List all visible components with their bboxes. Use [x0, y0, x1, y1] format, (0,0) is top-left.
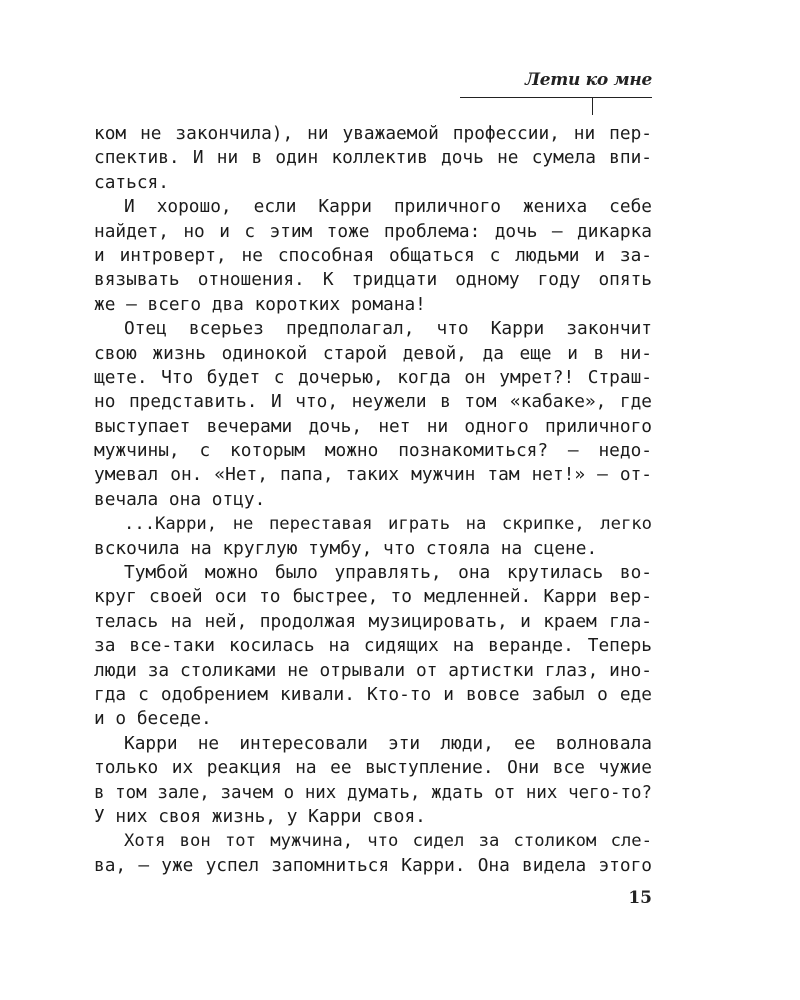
page-number: 15	[628, 888, 652, 908]
text-line: мужчины, с которым можно познакомиться? — недо-	[94, 440, 652, 462]
paragraph	[94, 829, 652, 878]
text-line: вечала она отцу.	[94, 488, 266, 510]
text-line: телась на ней, продолжая музицировать, и краем гла-	[94, 610, 652, 632]
header-rule	[460, 97, 652, 98]
text-line: только их реакция на ее выступление. Они все чужие	[94, 757, 652, 779]
text-line: ва, — уже успел запомниться Карри. Она видела этого	[94, 854, 652, 876]
text-line: вскочила на круглую тумбу, что стояла на сцене.	[94, 537, 598, 559]
text-line: Хотя вон тот мужчина, что сидел за столиком сле-	[124, 831, 652, 852]
text-line: саться.	[94, 171, 169, 193]
body-text	[94, 122, 652, 878]
text-line: ком не закончила), ни уважаемой профессии, ни пер-	[94, 123, 652, 144]
text-line: гда с одобрением кивали. Кто-то и вовсе забыл о еде	[94, 683, 652, 705]
paragraph	[94, 195, 652, 317]
text-line: но представить. И что, неужели в том «кабаке», где	[94, 391, 652, 413]
text-line: Отец всерьез предполагал, что Карри закончит	[124, 318, 652, 340]
text-line: круг своей оси то быстрее, то медленней. Карри вер-	[94, 586, 652, 608]
text-line: выступает вечерами дочь, нет ни одного приличного	[94, 415, 652, 437]
paragraph	[94, 317, 652, 512]
text-line: ...Карри, не переставая играть на скрипке, легко	[124, 514, 652, 535]
paragraph	[94, 122, 652, 195]
text-line: И хорошо, если Карри приличного жениха себе	[124, 196, 652, 218]
text-line: люди за столиками не отрывали от артистки глаз, ино-	[94, 659, 652, 681]
text-line: Тумбой можно было управлять, она крутилась во-	[124, 562, 652, 584]
text-line: У них своя жизнь, у Карри своя.	[94, 805, 426, 827]
paragraph	[94, 561, 652, 732]
text-line: за все-таки косилась на сидящих на веранде. Теперь	[94, 635, 652, 657]
text-line: же — всего два коротких романа!	[94, 293, 426, 315]
text-line: найдет, но и с этим тоже проблема: дочь — дикарка	[94, 220, 652, 242]
text-line: щете. Что будет с дочерью, когда он умрет?! Страш-	[94, 366, 652, 388]
text-line: свою жизнь одинокой старой девой, да еще и в ни-	[94, 342, 652, 364]
running-title: Лети ко мне	[525, 70, 652, 90]
text-line: вязывать отношения. К тридцати одному году опять	[94, 269, 652, 291]
paragraph	[94, 732, 652, 830]
text-line: Карри не интересовали эти люди, ее волновала	[124, 732, 652, 754]
text-line: умевал он. «Нет, папа, таких мужчин там нет!» — от-	[94, 464, 652, 486]
text-line: и интроверт, не способная общаться с людьми и за-	[94, 244, 652, 266]
paragraph	[94, 512, 652, 561]
header-rule-tick	[592, 97, 593, 115]
text-line: спектив. И ни в один коллектив дочь не сумела впи-	[94, 147, 652, 169]
text-line: и о беседе.	[94, 708, 212, 730]
text-line: в том зале, зачем о них думать, ждать от них чего-то?	[94, 782, 652, 803]
